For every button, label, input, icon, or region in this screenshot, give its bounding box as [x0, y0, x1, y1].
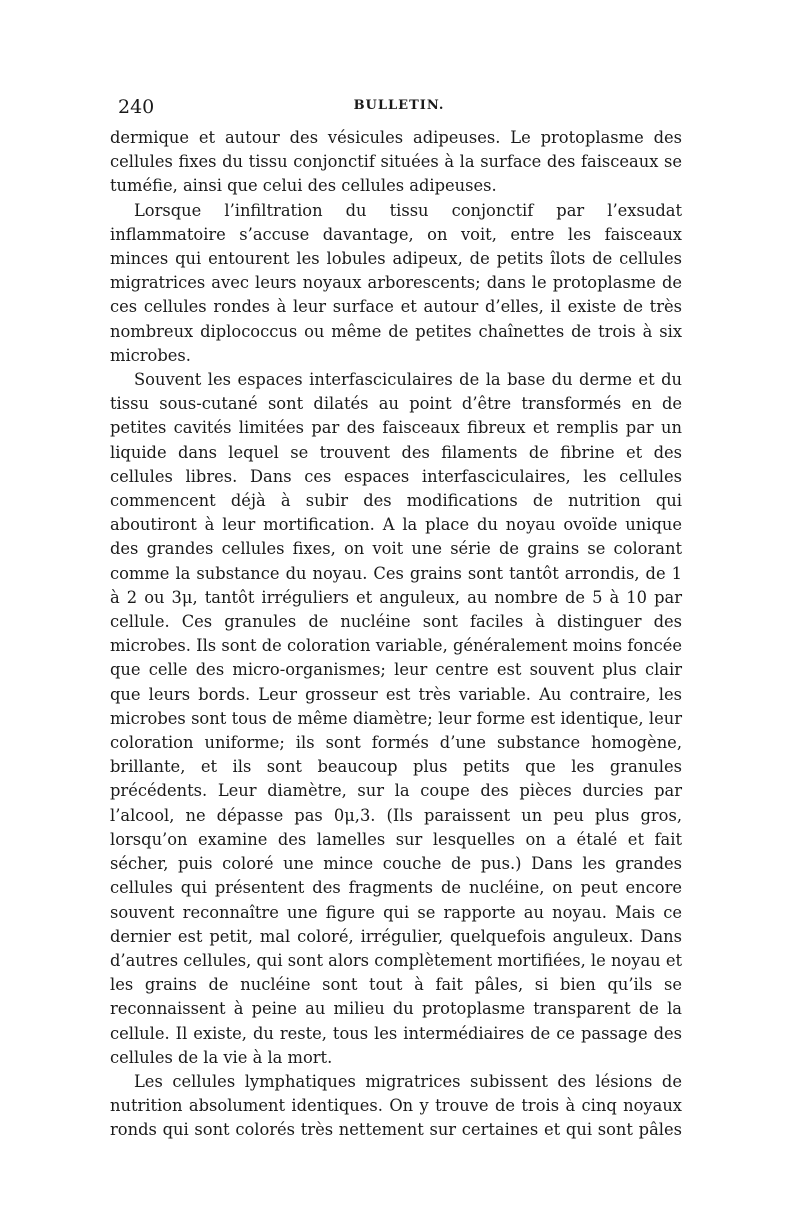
body-text — [110, 126, 682, 1143]
paragraph-2: Lorsque l’infiltration du tissu conjonctif par l’exsudat inflammatoire s’accuse davantage, on voit, entre les faisceaux minces qui entourent les lobules adipeux, de petits îlots de cellules migratrices avec leurs noyaux arborescents; dans le protoplasme de ces cellules rondes à leur surface et autour d’elles, il existe de très nombreux diplococcus ou même de petites chaînettes de trois à six microbes. — [110, 200, 682, 365]
paragraph-1: dermique et autour des vésicules adipeuses. Le protoplasme des cellules fixes du tissu conjonctif situées à la surface des faisceaux se tuméfie, ainsi que celui des cellules adipeuses. — [110, 128, 682, 196]
paragraph-3: Souvent les espaces interfasciculaires de la base du derme et du tissu sous-cutané sont dilatés au point d’être transformés en de petites cavités limitées par des faisceaux fibreux et remplis par un liquide dans lequel se trouvent des filaments de fibrine et des cellules libres. Dans ces espaces interfasciculaires, les cellules commencent déjà à subir des modifications de nutrition qui aboutiront à leur mortification. A la place du noyau ovoïde unique des grandes cellules fixes, on voit une série de grains se colorant comme la substance du noyau. Ces grains sont tantôt arrondis, de 1 à 2 ou 3μ, tantôt irréguliers et anguleux, au nombre de 5 à 10 par cellule. Ces granules de nucléine sont faciles à distinguer des microbes. Ils sont de coloration variable, généralement moins foncée que celle des micro-organismes; leur centre est souvent plus clair que leurs bords. Leur grosseur est très variable. Au contraire, les microbes sont tous de même diamètre; leur forme est identique, leur coloration uniforme; ils sont formés d’une substance homogène, brillante, et ils sont beaucoup plus petits que les granules précédents. Leur diamètre, sur la coupe des pièces durcies par l’alcool, ne dépasse pas 0μ,3. (Ils paraissent un peu plus gros, lorsqu’on examine des lamelles sur lesquelles on a étalé et fait sécher, puis coloré une mince couche de pus.) Dans les grandes cellules qui présentent des fragments de nucléine, on peut encore souvent reconnaître une figure qui se rapporte au noyau. Mais ce dernier est petit, mal coloré, irrégulier, quelquefois anguleux. Dans d’autres cellules, qui sont alors complètement mortifiées, le noyau et les grains de nucléine sont tout à fait pâles, si bien qu’ils se reconnaissent à peine au milieu du protoplasme transparent de la cellule. Il existe, du reste, tous les intermédiaires de ce passage des cellules de la vie à la mort. — [110, 370, 682, 1067]
paragraph-4: Les cellules lymphatiques migratrices subissent des lésions de nutrition absolument identiques. On y trouve de trois à cinq noyaux ronds qui sont colorés très nettement sur certaines et qui sont pâles — [110, 1071, 682, 1140]
running-title: BULLETIN. — [353, 98, 445, 113]
page-number: 240 — [118, 96, 155, 118]
page-header — [118, 96, 680, 120]
